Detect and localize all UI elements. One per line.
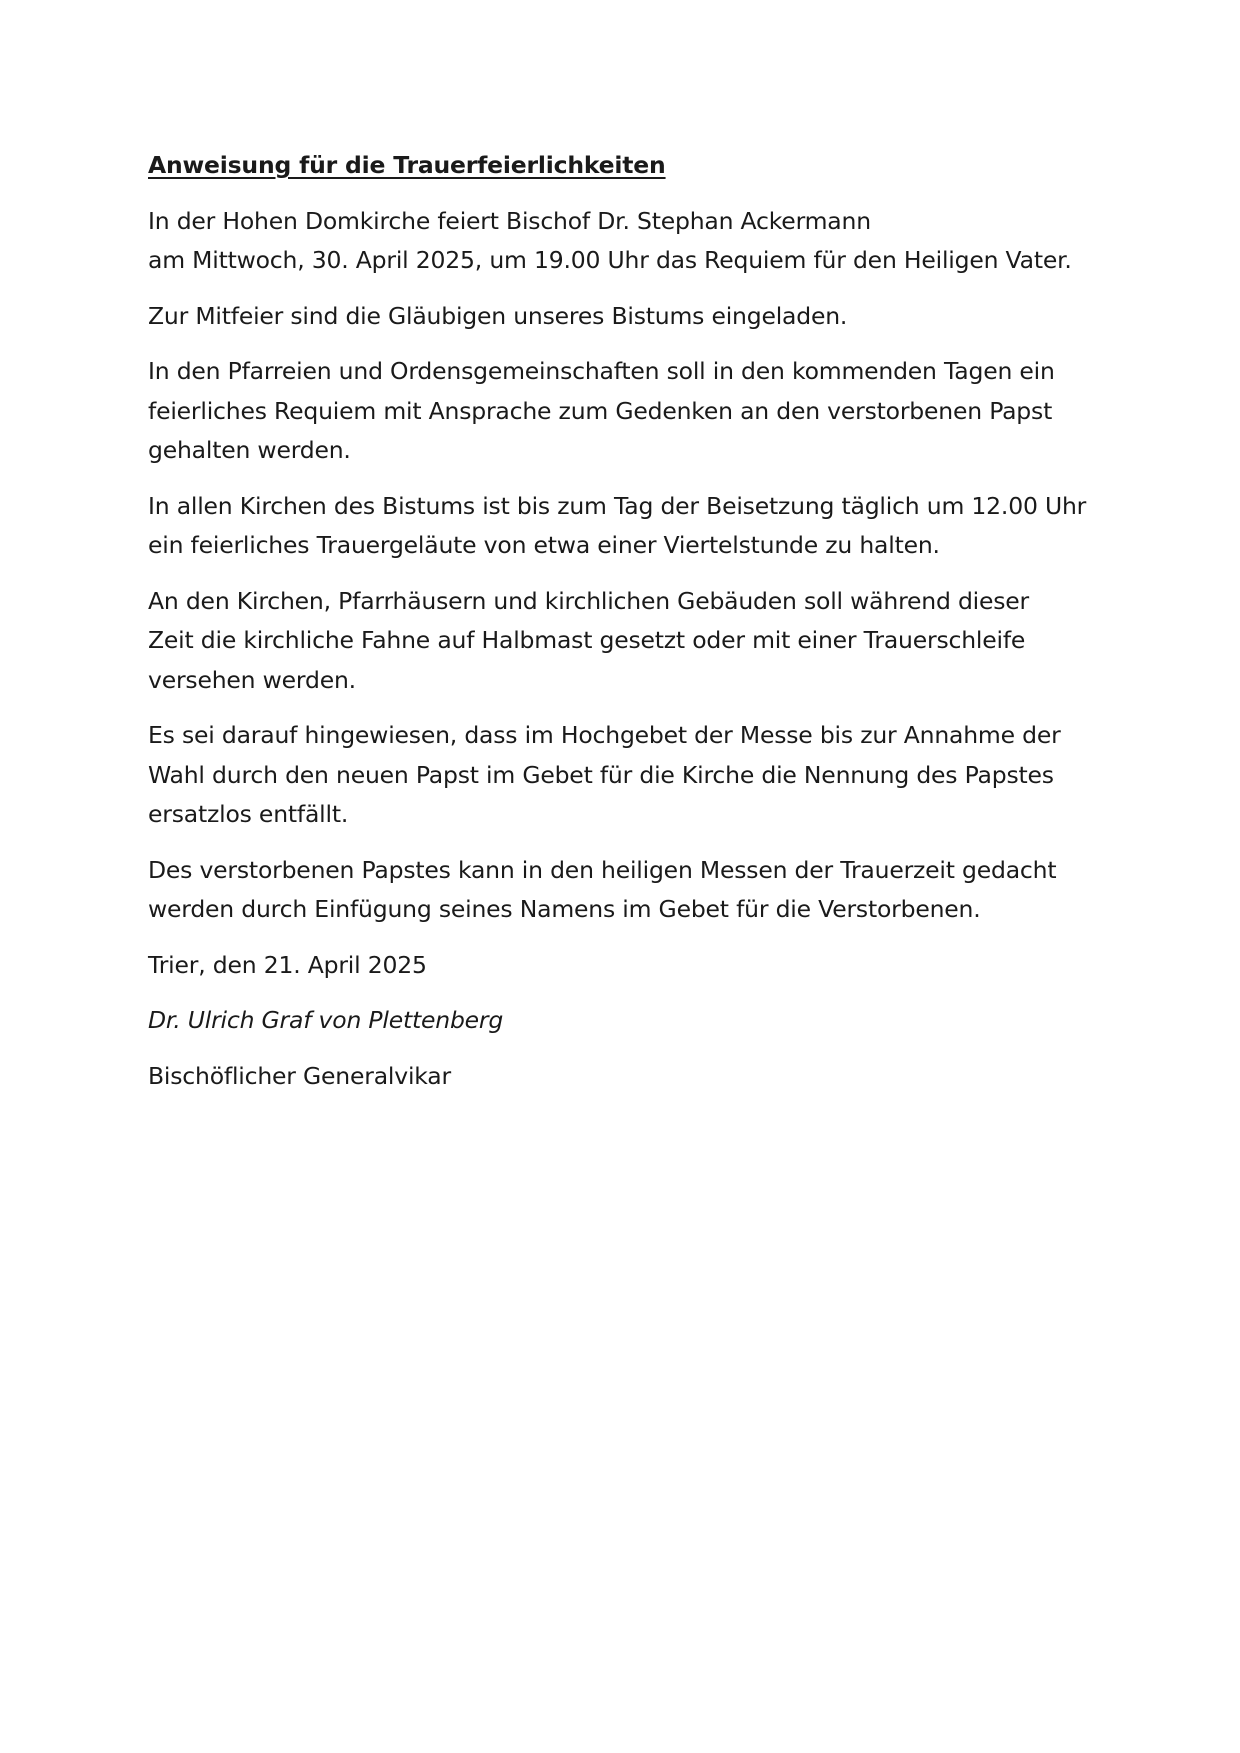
paragraph-line: versehen werden.	[148, 665, 356, 694]
document-heading: Anweisung für die Trauerfeierlichkeiten	[148, 151, 666, 179]
paragraph-bells	[148, 487, 1108, 566]
paragraph-eucharistic-prayer	[148, 716, 1108, 835]
signature-name: Dr. Ulrich Graf von Plettenberg	[148, 1006, 504, 1034]
paragraph-line: feierliches Requiem mit Ansprache zum Gedenken an den verstorbenen Papst	[148, 396, 1053, 425]
paragraph-line: gehalten werden.	[148, 436, 351, 464]
signature-title: Bischöflicher Generalvikar	[148, 1061, 451, 1090]
paragraph-line: Des verstorbenen Papstes kann in den heiligen Messen der Trauerzeit gedacht	[148, 855, 1057, 884]
paragraph-line: Es sei darauf hingewiesen, dass im Hochgebet der Messe bis zur Annahme der	[148, 721, 1061, 749]
paragraph-requiem-announcement	[148, 202, 1108, 281]
paragraph-line: ein feierliches Trauergeläute von etwa einer Viertelstunde zu halten.	[148, 531, 940, 559]
document-body	[148, 146, 1108, 1112]
paragraph-line: Wahl durch den neuen Papst im Gebet für die Kirche die Nennung des Papstes	[148, 760, 1054, 789]
paragraph-parishes	[148, 352, 1108, 471]
place-date: Trier, den 21. April 2025	[148, 950, 427, 979]
paragraph-remembrance	[148, 851, 1108, 930]
paragraph-line: In den Pfarreien und Ordensgemeinschaften soll in den kommenden Tagen ein	[148, 357, 1055, 385]
paragraph-line: In allen Kirchen des Bistums ist bis zum Tag der Beisetzung täglich um 12.00 Uhr	[148, 491, 1087, 520]
paragraph-flags	[148, 582, 1108, 701]
paragraph-line: werden durch Einfügung seines Namens im Gebet für die Verstorbenen.	[148, 895, 981, 923]
paragraph-line: In der Hohen Domkirche feiert Bischof Dr. Stephan Ackermann	[148, 206, 871, 235]
paragraph-line: Zeit die kirchliche Fahne auf Halbmast gesetzt oder mit einer Trauerschleife	[148, 626, 1026, 654]
paragraph-line: Zur Mitfeier sind die Gläubigen unseres Bistums eingeladen.	[148, 301, 848, 330]
paragraph-invitation	[148, 297, 1108, 337]
paragraph-line: ersatzlos entfällt.	[148, 800, 349, 828]
paragraph-line: am Mittwoch, 30. April 2025, um 19.00 Uhr das Requiem für den Heiligen Vater.	[148, 246, 1072, 274]
paragraph-line: An den Kirchen, Pfarrhäusern und kirchlichen Gebäuden soll während dieser	[148, 586, 1030, 615]
